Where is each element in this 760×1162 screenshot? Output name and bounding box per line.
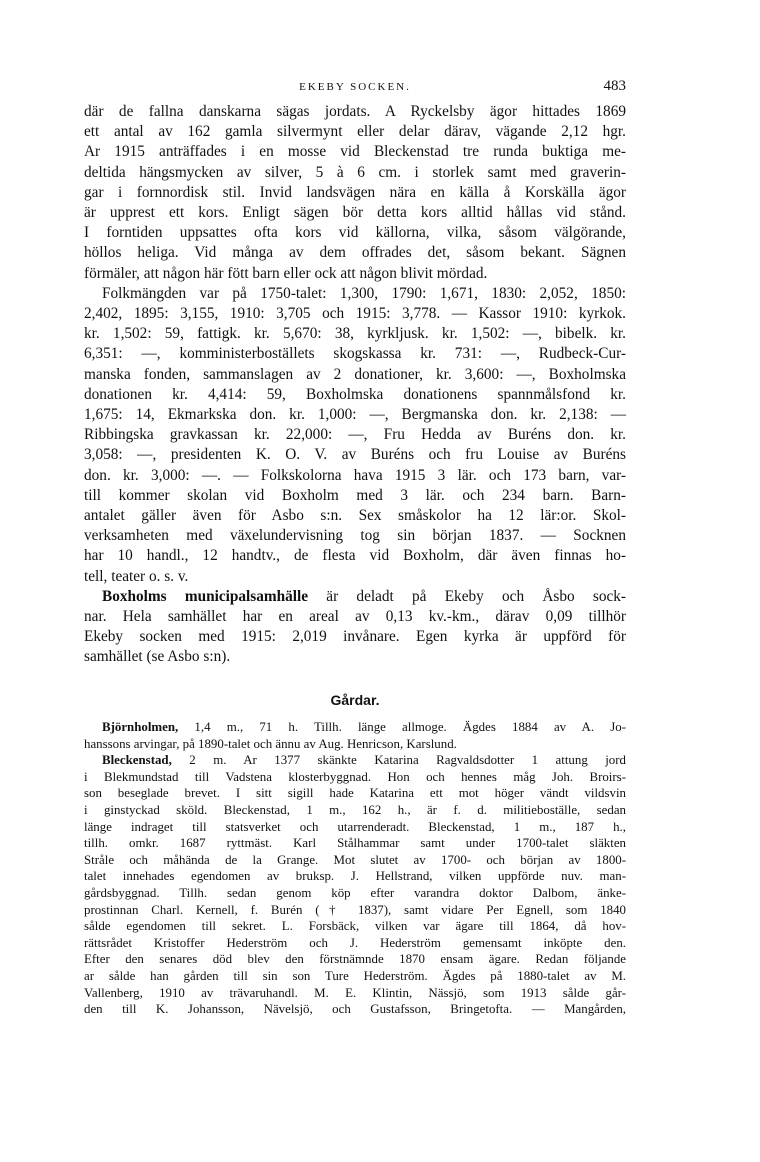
text-line: Ribbingska gravkassan kr. 22,000: —, Fru Hedda av Buréns don. kr. [84,426,626,444]
text-line [84,752,626,769]
text-line: där de fallna danskarna sägas jordats. A Ryckelsby ägor hittades 1869 [84,103,626,120]
text-line: Folkmängden var på 1750-talet: 1,300, 1790: 1,671, 1830: 2,052, 1850: [102,284,626,302]
text-line: tell, teater o. s. v. [84,567,189,585]
text-line: sålde egendomen till sekret. L. Forsbäck, vilken var ägare till 1864, då hov- [84,919,626,934]
section-heading: Gårdar. [330,692,380,708]
text-line: har 10 handl., 12 handtv., de flesta vid Boxholm, där även finnas ho- [84,547,626,565]
text-line: i Blekmundstad till Vadstena klosterbyggnad. Hon och hennes måg Joh. Broirs- [84,769,626,784]
text-line: tillh. omkr. 1687 ryttmäst. Karl Stålhammar samt under 1700-talet släkten [84,836,626,851]
paragraph [84,102,626,284]
text-span: 2 m. Ar 1377 skänkte Katarina Ragvaldsdotter 1 attung jord [171,753,626,768]
text-line: Efter den senares död blev den förstnämnde 1870 ensam ägare. Redan följande [84,952,626,967]
page-number: 483 [603,78,626,94]
text-line: 6,351: —, komministerboställets skogskassa kr. 731: —, Rudbeck-Cur- [84,345,626,363]
text-line: gårdsbyggnad. Tillh. sedan genom köp efter varandra doktor Dalbom, änke- [84,885,626,900]
text-line [84,587,626,607]
text-line: Vallenberg, 1910 av trävaruhandl. M. E. Klintin, Nässjö, som 1913 sålde går- [84,985,626,1000]
text-span: är deladt på Ekeby och Åsbo sock- [308,587,626,605]
text-line: I forntiden uppsattes ofta kors vid källorna, vilka, såsom välgörande, [84,224,626,242]
text-line: Stråle och måhända de la Grange. Mot slutet av 1700- och början av 1800- [84,852,626,867]
text-line: deltida hängsmycken av silver, 5 à 6 cm. i storlek samt med graverin- [84,163,626,181]
farm-entry [84,752,626,1018]
text-line: donationen kr. 4,414: 59, Boxholmska donationens spannmålsfond kr. [84,385,626,403]
text-line [84,719,626,736]
text-line: talet innehades egendomen av bruksp. J. Hellstrand, vilken uppförde nuv. man- [84,869,626,884]
text-line: 2,402, 1895: 3,155, 1910: 3,705 och 1915: 3,778. — Kassor 1910: kyrkok. [84,305,626,323]
text-line: antalet gäller även för Asbo s:n. Sex småskolor ha 12 lär:or. Skol- [84,507,626,525]
text-line: är upprest ett kors. Enligt sägen bör detta kors alltid hållas vid stånd. [84,204,626,222]
running-title: EKEBY SOCKEN. [299,81,411,93]
text-line: förmäler, att någon här fött barn eller ock att någon blivit mördad. [84,264,488,282]
text-line: don. kr. 3,000: —. — Folkskolorna hava 1915 3 lär. och 173 barn, var- [84,466,626,484]
text-line: samhället (se Asbo s:n). [84,648,231,666]
text-line: prostinnan Charl. Kernell, f. Burén († 1837), samt vidare Per Egnell, som 1840 [84,902,626,917]
text-line: ar sålde han gården till sin son Ture Hederström. Ägdes på 1880-talet av M. [84,968,626,983]
text-line: manska fonden, sammanslagen av 2 donationer, kr. 3,600: —, Boxholmska [84,365,626,383]
text-line: till kommer skolan vid Boxholm med 3 lär. och 234 barn. Barn- [84,486,626,504]
farm-name: Bleckenstad, [102,753,172,768]
text-line: i ginstyckad sköld. Bleckenstad, 1 m., 162 h., är f. d. militieboställe, sedan [84,802,626,817]
text-line: rättsrådet Kristoffer Hederström och J. Hederström gemensamt inköpte den. [84,935,626,950]
text-line: verksamheten med växelundervisning tog sin början 1837. — Socknen [84,527,626,545]
farm-entry [84,719,626,752]
text-line: höllos heliga. Vid många av dem offrades det, såsom bekant. Sägnen [84,244,626,262]
text-line: nar. Hela samhället har en areal av 0,13 kv.-km., därav 0,09 tillhör [84,608,626,626]
text-span: 1,4 m., 71 h. Tillh. länge allmoge. Ägdes 1884 av A. Jo- [178,720,626,734]
text-line: ett antal av 162 gamla silvermynt eller delar därav, vägande 2,12 hgr. [84,123,626,141]
page-header [84,78,626,98]
paragraph [84,587,626,668]
farm-name: Björnholmen, [102,720,179,734]
text-line: kr. 1,502: 59, fattigk. kr. 5,670: 38, kyrkljusk. kr. 1,502: —, bibelk. kr. [84,325,626,343]
paragraph [84,284,626,587]
farm-entries [84,719,626,1018]
text-line: hanssons arvingar, på 1890-talet och ännu av Aug. Henricson, Karslund. [84,736,457,751]
text-line: 1,675: 14, Ekmarkska don. kr. 1,000: —, Bergmanska don. kr. 2,138: — [84,406,626,424]
text-line: 3,058: —, presidenten K. O. V. av Buréns och fru Louise av Buréns [84,446,626,464]
text-line: Ar 1915 anträffades i en mosse vid Bleckenstad tre runda buktiga me- [84,143,626,161]
text-line: son beseglade brevet. I sitt sigill hade Katarina ett mot höger vändt vildsvin [84,786,626,801]
text-line: den till K. Johansson, Nävelsjö, och Gustafsson, Bringetofta. — Mangården, [84,1002,626,1017]
text-line: gar i fornnordisk stil. Invid landsvägen nära en källa å Korskälla ägor [84,183,626,201]
text-line: länge indraget till statsverket och utarrenderadt. Bleckenstad, 1 m., 187 h., [84,819,626,834]
municipal-heading: Boxholms municipalsamhälle [102,587,309,605]
text-line: Ekeby socken med 1915: 2,019 invånare. Egen kyrka är uppförd för [84,628,626,646]
main-text [84,102,626,668]
